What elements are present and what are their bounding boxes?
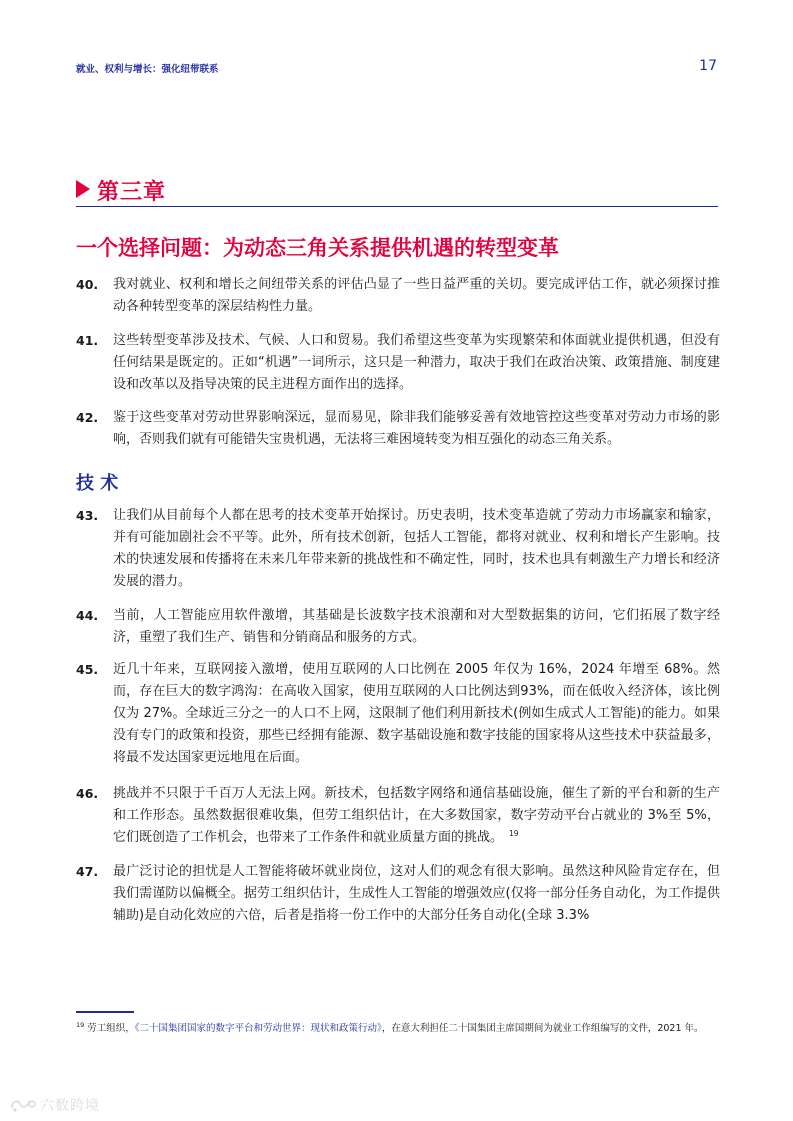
- page-number: 17: [699, 58, 717, 74]
- paragraph-text: 最广泛讨论的担忧是人工智能将破坏就业岗位，这对人们的观念有很大影响。虽然这种风险肯定存在，但我们需谨防以偏概全。据劳工组织估计，生成性人工智能的增强效应(仅将一部分任务自动化，为工作提供辅助)是自动化效应的六倍，后者是指将一份工作中的大部分任务自动化(全球 3.3%: [113, 864, 720, 923]
- running-header: 就业、权利与增长：强化纽带联系: [76, 64, 219, 75]
- footnote-suffix: ，在意大利担任二十国集团主席国期间为就业工作组编写的文件，2021 年。: [381, 1023, 704, 1034]
- footnote-document-link[interactable]: 《二十国集团国家的数字平台和劳动世界：现状和政策行动》: [134, 1023, 382, 1034]
- watermark-text: 六数跨境: [40, 1098, 100, 1114]
- watermark-logo-icon: [9, 1096, 37, 1114]
- paragraph-number: 44.: [76, 608, 99, 623]
- paragraph-text: 这些转型变革涉及技术、气候、人口和贸易。我们希望这些变革为实现繁荣和体面就业提供机遇，但没有任何结果是既定的。正如“机遇”一词所示，这只是一种潜力，取决于我们在政治决策、政策措施、制度建设和改革以及指导决策的民主进程方面作出的选择。: [113, 333, 720, 392]
- section-title: 一个选择问题：为动态三角关系提供机遇的转型变革: [76, 236, 559, 260]
- paragraph-number: 42.: [76, 410, 99, 425]
- paragraph-number: 41.: [76, 333, 99, 348]
- footnote-number: 19: [76, 1020, 85, 1029]
- chapter-heading: [76, 176, 718, 207]
- paragraph-number: 45.: [76, 662, 99, 677]
- paragraph-number: 46.: [76, 786, 99, 801]
- watermark: [9, 1094, 100, 1116]
- triangle-arrow-icon: [76, 180, 90, 198]
- paragraph-text: 我对就业、权利和增长之间纽带关系的评估凸显了一些日益严重的关切。要完成评估工作，就必须探讨推动各种转型变革的深层结构性力量。: [113, 277, 720, 314]
- paragraph-text: 当前，人工智能应用软件激增，其基础是长波数字技术浪潮和对大型数据集的访问，它们拓展了数字经济，重塑了我们生产、销售和分销商品和服务的方式。: [113, 608, 720, 645]
- paragraph-text: [113, 783, 720, 849]
- paragraph-number: 40.: [76, 277, 99, 292]
- footnote-divider: [76, 1011, 134, 1013]
- footnote-prefix: 劳工组织，: [87, 1023, 135, 1034]
- chapter-title: 第三章: [97, 180, 167, 205]
- footnote: [76, 1020, 726, 1037]
- subsection-title: 技 术: [76, 473, 119, 494]
- paragraph-body: 挑战并不只限于千百万人无法上网。新技术，包括数字网络和通信基础设施，催生了新的平台和新的生产和工作形态。虽然数据很难收集，但劳工组织估计，在大多数国家，数字劳动平台占就业的 3%至 5%，它们既创造了工作机会，也带来了工作条件和就业质量方面的挑战。: [113, 786, 720, 845]
- paragraph-number: 43.: [76, 508, 99, 523]
- paragraph-text: 鉴于这些变革对劳动世界影响深远，显而易见，除非我们能够妥善有效地管控这些变革对劳动力市场的影响，否则我们就有可能错失宝贵机遇，无法将三难困境转变为相互强化的动态三角关系。: [113, 410, 720, 447]
- footnote-reference[interactable]: 19: [509, 828, 519, 838]
- paragraph-text: 让我们从目前每个人都在思考的技术变革开始探讨。历史表明，技术变革造就了劳动力市场赢家和输家，并有可能加剧社会不平等。此外，所有技术创新，包括人工智能，都将对就业、权利和增长产生影响。技术的快速发展和传播将在未来几年带来新的挑战性和不确定性，同时，技术也具有刺激生产力增长和经济发展的潜力。: [113, 508, 720, 589]
- paragraph-number: 47.: [76, 864, 99, 879]
- paragraph-text: 近几十年来，互联网接入激增，使用互联网的人口比例在 2005 年仅为 16%，2024 年增至 68%。然而，存在巨大的数字鸿沟：在高收入国家，使用互联网的人口比例达到93%，而在低收入经济体，该比例仅为 27%。全球近三分之一的人口不上网，这限制了他们利用新技术(例如生成式人工智能)的能力。如果没有专门的政策和投资，那些已经拥有能源、数字基础设施和数字技能的国家将从这些技术中获益最多，将最不发达国家更远地甩在后面。: [113, 662, 720, 765]
